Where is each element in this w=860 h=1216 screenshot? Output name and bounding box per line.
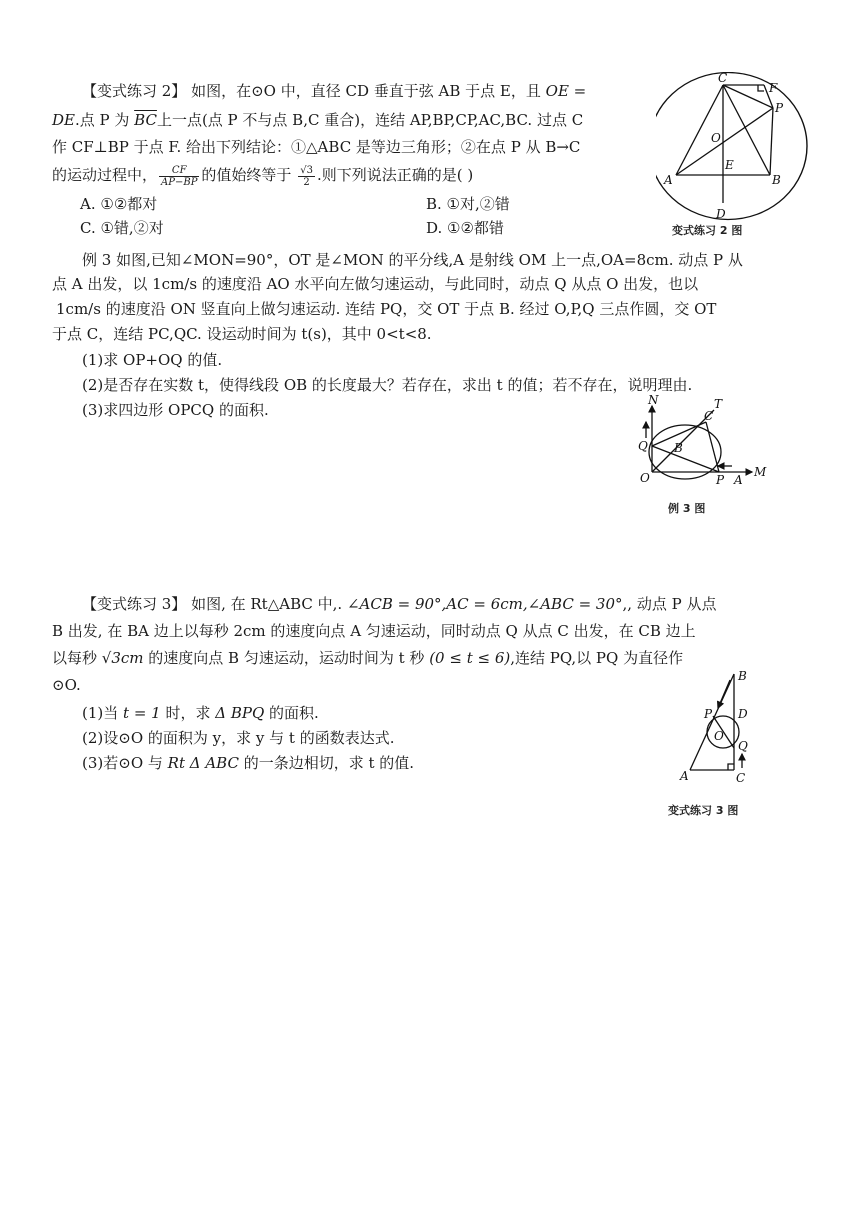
ex2-option-b: B. ①对,②错 bbox=[426, 195, 510, 213]
ex4-caption: 变式练习 3 图 bbox=[668, 804, 739, 817]
label-o4: O bbox=[714, 729, 724, 743]
label-a3: A bbox=[734, 473, 743, 487]
label-d4: D bbox=[738, 707, 748, 721]
segment-pc bbox=[706, 422, 719, 472]
side-ab bbox=[690, 674, 734, 770]
ex2-line2: DE.点 P 为 $\overline{BC}$上一点(点 P 不与点 B,C 重合)，连结 AP,BP,CP,AC,BC. 过点 C bbox=[52, 111, 584, 129]
label-o: O bbox=[711, 131, 721, 145]
label-p4: P bbox=[704, 707, 713, 721]
ex4-line4: ⊙O. bbox=[52, 676, 81, 694]
ex4-question3: (3)若⊙O 与 Rt Δ ABC 的一条边相切，求 t 的值. bbox=[82, 754, 415, 772]
label-o3: O bbox=[640, 471, 650, 485]
ex4-question2: (2)设⊙O 的面积为 y，求 y 与 t 的函数表达式. bbox=[82, 729, 395, 747]
label-b3: B bbox=[674, 441, 683, 455]
fraction-sqrt3: $\frac{√3}{2}$ bbox=[300, 164, 313, 188]
ex4-question1: (1)当 t = 1 时，求 Δ BPQ 的面积. bbox=[82, 704, 319, 722]
ex3-caption: 例 3 图 bbox=[668, 502, 706, 515]
circle-o bbox=[656, 73, 807, 220]
ex3-figure bbox=[632, 394, 772, 494]
label-c3: C bbox=[704, 409, 714, 423]
ex3-question3: (3)求四边形 OPCQ 的面积. bbox=[82, 401, 269, 419]
ex3-line1: 例 3 如图,已知∠MON=90°，OT 是∠MON 的平分线,A 是射线 OM 上一点,OA=8cm. 动点 P 从 bbox=[82, 251, 743, 269]
ex3-question1: (1)求 OP+OQ 的值. bbox=[82, 351, 223, 369]
label-m: M bbox=[754, 465, 767, 479]
segment-ac bbox=[676, 85, 723, 175]
ex3-line4: 于点 C，连结 PC,QC. 设运动时间为 t(s)，其中 0<t<8. bbox=[52, 325, 432, 343]
segment-bp bbox=[770, 108, 773, 175]
ex2-line4: 的运动过程中， $\frac{CF}{AP-BP}$ 的值始终等于 $\frac{√3}{2}$ .则下列说法正确的是( ) bbox=[52, 164, 474, 188]
label-c: C bbox=[718, 72, 728, 85]
ex3-line3: 1cm/s 的速度沿 ON 竖直向上做匀速运动. 连结 PQ，交 OT 于点 B. 经过 O,P,Q 三点作圆，交 OT bbox=[56, 300, 717, 318]
label-a4: A bbox=[680, 769, 689, 783]
label-d: D bbox=[716, 207, 726, 221]
ex2-option-a: A. ①②都对 bbox=[80, 195, 158, 213]
label-q4: Q bbox=[738, 739, 748, 753]
label-a: A bbox=[664, 173, 673, 187]
label-q3: Q bbox=[638, 439, 648, 453]
ex4-figure bbox=[676, 668, 766, 788]
label-f: F bbox=[769, 81, 778, 95]
label-e: E bbox=[725, 158, 734, 172]
ex3-question2: (2)是否存在实数 t，使得线段 OB 的长度最大？若存在，求出 t 的值；若不存在，说明理由. bbox=[82, 376, 693, 394]
ex2-option-c: C. ①错,②对 bbox=[80, 219, 164, 237]
fraction-cf: $\frac{CF}{AP-BP}$ bbox=[161, 164, 198, 188]
ex2-caption: 变式练习 2 图 bbox=[672, 224, 743, 237]
ex2-option-d: D. ①②都错 bbox=[426, 219, 504, 237]
segment-pq bbox=[652, 446, 719, 472]
arrow-p-down bbox=[718, 680, 730, 708]
right-angle-c bbox=[728, 764, 734, 770]
circle-opq bbox=[649, 425, 721, 479]
label-b4: B bbox=[738, 669, 747, 683]
ex2-line3: 作 CF⊥BP 于点 F. 给出下列结论：①△ABC 是等边三角形；②在点 P 从 B→C bbox=[52, 138, 581, 156]
label-t: T bbox=[714, 397, 723, 411]
ex2-line1: 【变式练习 2】 如图，在⊙O 中，直径 CD 垂直于弦 AB 于点 E，且 OE = bbox=[82, 82, 587, 100]
label-c4: C bbox=[736, 771, 746, 785]
label-b: B bbox=[772, 173, 781, 187]
label-n: N bbox=[648, 394, 659, 407]
right-angle-f bbox=[758, 85, 764, 91]
ex4-line2: B 出发, 在 BA 边上以每秒 2cm 的速度向点 A 匀速运动，同时动点 Q 从点 C 出发，在 CB 边上 bbox=[52, 622, 696, 640]
ex4-line1: 【变式练习 3】 如图, 在 Rt△ABC 中,. ∠ACB = 90°,AC = 6cm,∠ABC = 30°,, 动点 P 从点 bbox=[82, 595, 717, 613]
ex3-line2: 点 A 出发，以 1cm/s 的速度沿 AO 水平向左做匀速运动，与此同时，动点 Q 从点 O 出发，也以 bbox=[52, 275, 699, 293]
ex2-figure bbox=[656, 72, 816, 222]
ex4-line3: 以每秒 √3cm 的速度向点 B 匀速运动，运动时间为 t 秒 (0 ≤ t ≤ 6),连结 PQ,以 PQ 为直径作 bbox=[52, 649, 684, 667]
label-p3: P bbox=[716, 473, 725, 487]
label-p: P bbox=[775, 101, 784, 115]
arc-bc: $\overline{BC}$ bbox=[134, 111, 157, 129]
